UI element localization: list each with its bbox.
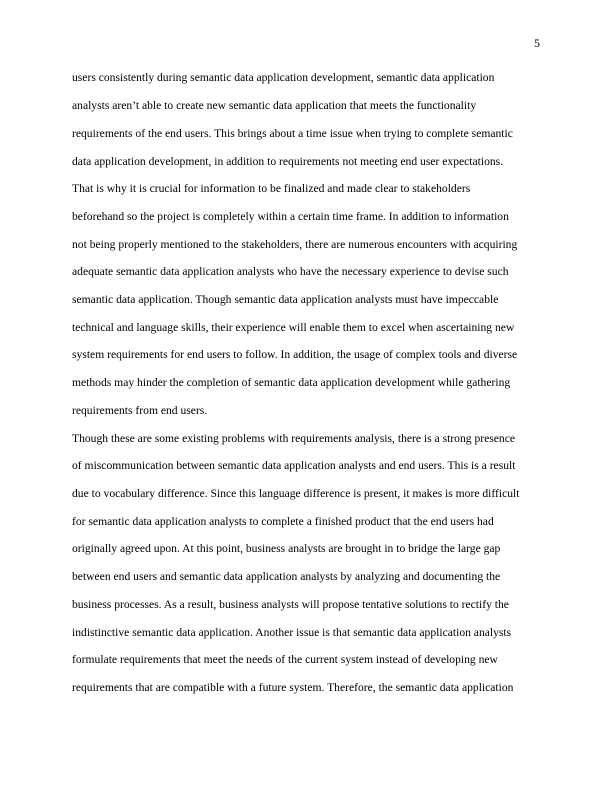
body-text-line: semantic data application. Though semantic data application analysts must have impeccable — [72, 293, 499, 306]
page-number: 5 — [534, 36, 540, 50]
body-text-line: not being properly mentioned to the stakeholders, there are numerous encounters with acquiring — [72, 238, 518, 251]
body-text-line: requirements from end users. — [72, 404, 208, 417]
body-text-line: requirements of the end users. This brings about a time issue when trying to complete semantic — [72, 127, 513, 140]
body-text-line: Though these are some existing problems with requirements analysis, there is a strong presence — [72, 432, 516, 445]
body-text-line: formulate requirements that meet the needs of the current system instead of developing new — [72, 653, 498, 666]
body-text-line: users consistently during semantic data application development, semantic data application — [72, 71, 495, 84]
body-text-line: analysts aren’t able to create new semantic data application that meets the functionality — [72, 99, 477, 112]
body-text-line: for semantic data application analysts to complete a finished product that the end users had — [72, 515, 494, 528]
body-text-line: technical and language skills, their experience will enable them to excel when ascertaining new — [72, 321, 515, 334]
body-text-line: business processes. As a result, business analysts will propose tentative solutions to rectify the — [72, 598, 509, 611]
body-text-line: system requirements for end users to follow. In addition, the usage of complex tools and diverse — [72, 348, 518, 361]
body-text-line: originally agreed upon. At this point, business analysts are brought in to bridge the large gap — [72, 542, 501, 555]
body-text-line: data application development, in addition to requirements not meeting end user expectations. — [72, 155, 504, 168]
body-text-line: requirements that are compatible with a future system. Therefore, the semantic data application — [72, 681, 514, 694]
body-text-line: beforehand so the project is completely within a certain time frame. In addition to information — [72, 210, 509, 223]
body-text-line: adequate semantic data application analysts who have the necessary experience to devise such — [72, 265, 509, 278]
body-text-line: of miscommunication between semantic data application analysts and end users. This is a result — [72, 459, 516, 472]
body-text-line: due to vocabulary difference. Since this language difference is present, it makes is more difficult — [72, 487, 520, 500]
body-text-line: between end users and semantic data application analysts by analyzing and documenting the — [72, 570, 501, 583]
body-text-line: That is why it is crucial for information to be finalized and made clear to stakeholders — [72, 182, 471, 195]
body-text-line: methods may hinder the completion of semantic data application development while gathering — [72, 376, 511, 389]
body-text-line: indistinctive semantic data application. Another issue is that semantic data application analysts — [72, 626, 512, 639]
